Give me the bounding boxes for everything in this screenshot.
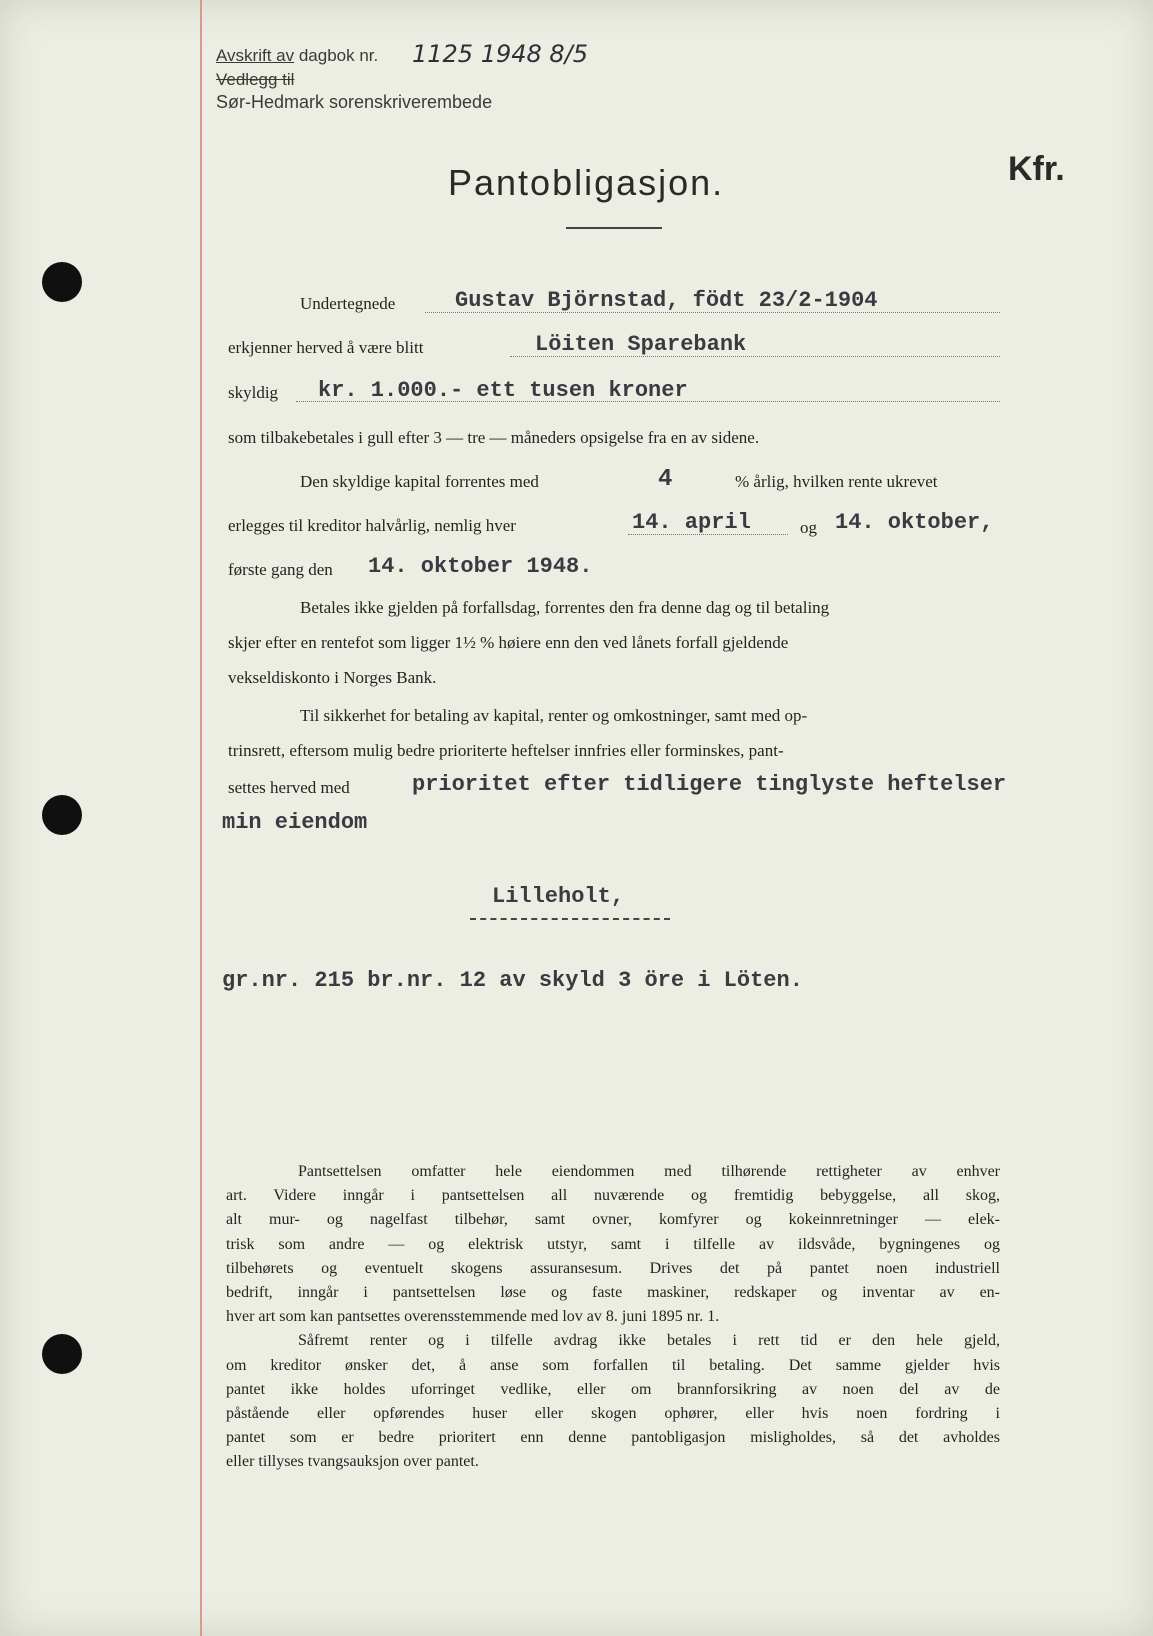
- terms-line: eller tillyses tvangsauksjon over pantet.: [226, 1453, 479, 1471]
- terms-line: om kreditor ønsker det, å anse som forfallen til betaling. Det samme gjelder hvis: [226, 1356, 1000, 1374]
- default-line-2: skjer efter en rentefot som ligger 1½ % høiere enn den ved lånets forfall gjeldende: [228, 633, 789, 652]
- first-time-label: første gang den: [228, 560, 333, 579]
- kfr-marking: Kfr.: [1008, 150, 1065, 188]
- first-payment-date: 14. oktober 1948.: [368, 554, 593, 579]
- office-name: Sør-Hedmark sorenskriverembede: [216, 92, 493, 112]
- terms-line: Såfremt renter og i tilfelle avdrag ikke betales i rett tid er den hele gjeld,: [298, 1332, 1000, 1350]
- terms-line: art. Videre inngår i pantsettelsen all nuværende og fremtidig bebyggelse, all skog,: [226, 1187, 1000, 1205]
- security-line-2: trinsrett, eftersom mulig bedre prioriterte heftelser innfries eller forminskes, pant-: [228, 741, 784, 760]
- margin-rule: [200, 0, 202, 1636]
- terms-line: Pantsettelsen omfatter hele eiendommen med tilhørende rettigheter av enhver: [298, 1163, 1000, 1180]
- default-line-3: vekseldiskonto i Norges Bank.: [228, 668, 437, 687]
- title-underline: [566, 227, 662, 229]
- undersigned-label: Undertegnede: [300, 294, 396, 313]
- terms-line: bedrift, inngår i pantsettelsen løse og faste maskiner, redskaper og inventar av en-: [226, 1284, 1000, 1302]
- interest-suffix: % årlig, hvilken rente ukrevet: [735, 472, 938, 491]
- security-line-1: Til sikkerhet for betaling av kapital, renter og omkostninger, samt med op-: [300, 706, 808, 725]
- terms-line: hver art som kan pantsettes overensstemmende med lov av 8. juni 1895 nr. 1.: [226, 1308, 720, 1326]
- og-label: og: [800, 518, 817, 537]
- payment-date-2: 14. oktober,: [835, 510, 994, 535]
- priority-typed-text-2: min eiendom: [222, 810, 368, 835]
- dagbok-label: dagbok nr.: [298, 46, 379, 65]
- handwritten-journal-number: 1125 1948 8/5: [412, 40, 589, 68]
- repayment-line: som tilbakebetales i gull efter 3 — tre — måneders opsigelse fra en av sidene.: [228, 428, 760, 447]
- halfyear-prefix: erlegges til kreditor halvårlig, nemlig hver: [228, 516, 516, 535]
- header-line-1: [216, 46, 378, 66]
- security-line-3: settes herved med: [228, 778, 350, 797]
- owed-value: kr. 1.000.- ett tusen kroner: [318, 378, 688, 403]
- terms-line: pantet som er bedre prioritert enn denne pantobligasjon misligholdes, så det avholdes: [226, 1429, 1000, 1447]
- interest-rate: 4: [658, 466, 673, 493]
- priority-typed-text: prioritet efter tidligere tinglyste heftelser: [412, 772, 1007, 797]
- avskrift-label: Avskrift av: [216, 46, 295, 65]
- terms-line: alt mur- og nagelfast tilbehør, samt ovner, komfyrer og kokeinnretninger — elek-: [226, 1211, 1000, 1229]
- terms-line: pantet ikke holdes uforringet vedlike, eller om brannforsikring av noen del av de: [226, 1380, 1000, 1398]
- vedlegg-struck-label: Vedlegg til: [216, 70, 295, 89]
- terms-line: tilbehørets og eventuelt skogens assuransesum. Drives det på pantet noen industriell: [226, 1259, 1000, 1277]
- owed-label: skyldig: [228, 383, 279, 402]
- punch-hole: [42, 1334, 82, 1374]
- creditor-value: Löiten Sparebank: [535, 332, 747, 357]
- document-title: Pantobligasjon.: [448, 162, 725, 203]
- terms-paragraph-1: [226, 1160, 1000, 1475]
- payment-date-1: 14. april: [632, 510, 751, 535]
- property-name: Lilleholt,: [492, 884, 625, 909]
- punch-hole: [42, 795, 82, 835]
- property-details: gr.nr. 215 br.nr. 12 av skyld 3 öre i Löten.: [222, 968, 803, 993]
- punch-hole: [42, 262, 82, 302]
- terms-line: trisk som andre — og elektrisk utstyr, samt i tilfelle av ildsvåde, bygningenes og: [226, 1235, 1000, 1253]
- creditor-label: erkjenner herved å være blitt: [228, 338, 424, 357]
- default-line-1: Betales ikke gjelden på forfallsdag, forrentes den fra denne dag og til betaling: [300, 598, 830, 617]
- undersigned-value: Gustav Björnstad, födt 23/2-1904: [455, 288, 878, 313]
- property-underline: [470, 918, 670, 920]
- terms-line: påstående eller opførendes huser eller skogen ophører, eller hvis noen fordring i: [226, 1405, 1000, 1423]
- interest-prefix: Den skyldige kapital forrentes med: [300, 472, 539, 491]
